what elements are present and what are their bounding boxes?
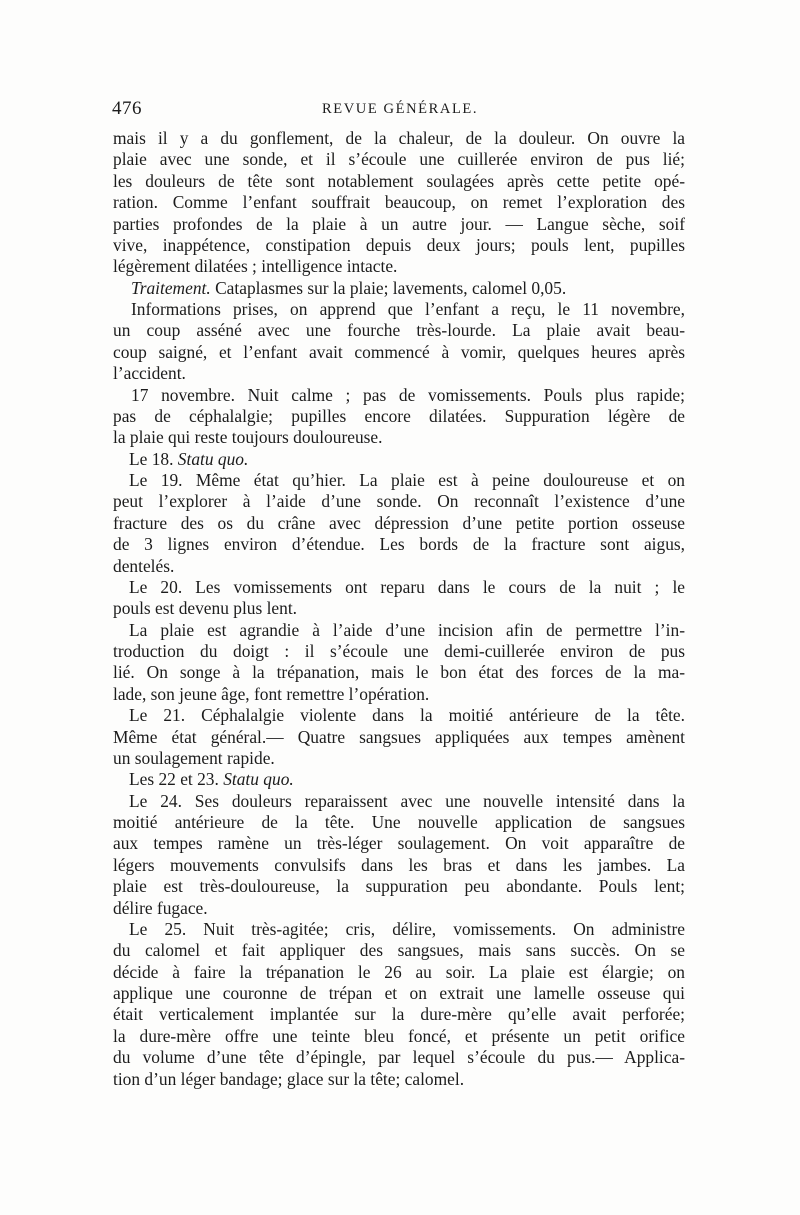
text-line: du volume d’une tête d’épingle, par lequel s’écoule du pus.— Applica- xyxy=(113,1047,685,1068)
text-line: décide à faire la trépanation le 26 au soir. La plaie est élargie; on xyxy=(113,961,685,982)
text-line: de 3 lignes environ d’étendue. Les bords de la fracture sont aigus, xyxy=(113,534,685,555)
text-line-treatment xyxy=(113,278,685,299)
running-head: REVUE GÉNÉRALE. xyxy=(322,101,479,117)
text-line: coup saigné, et l’enfant avait commencé à vomir, quelques heures après xyxy=(113,341,685,362)
text-line: plaie avec une sonde, et il s’écoule une cuillerée environ de pus lié; xyxy=(113,149,685,170)
text-line: Informations prises, on apprend que l’enfant a reçu, le 11 novembre, xyxy=(131,299,685,319)
text-line: pas de céphalalgie; pupilles encore dilatées. Suppuration légère de xyxy=(113,405,685,426)
text-line: plaie est très-douloureuse, la suppuration peu abondante. Pouls lent; xyxy=(113,876,685,897)
text-line: Le 20. Les vomissements ont reparu dans le cours de la nuit ; le xyxy=(129,576,685,597)
text-line: la dure-mère offre une teinte bleu foncé, et présente un petit orifice xyxy=(113,1025,685,1046)
text-line: fracture des os du crâne avec dépression d’une petite portion osseuse xyxy=(113,512,685,533)
text-line: Le 21. Céphalalgie violente dans la moitié antérieure de la tête. xyxy=(129,705,685,726)
text-line: ration. Comme l’enfant souffrait beaucoup, on remet l’exploration des xyxy=(113,192,685,213)
text-line: un coup asséné avec une fourche très-lourde. La plaie avait beau- xyxy=(113,320,685,341)
text-line: légers mouvements convulsifs dans les bras et dans les jambes. La xyxy=(113,854,685,875)
text-line-statu-quo xyxy=(113,769,685,790)
text-line-statu-quo xyxy=(113,449,685,470)
text-line: du calomel et fait appliquer des sangsues, mais sans succès. On se xyxy=(113,940,685,961)
text-line: La plaie est agrandie à l’aide d’une incision afin de permettre l’in- xyxy=(129,619,685,640)
page-number: 476 xyxy=(112,98,142,119)
text-line: peut l’explorer à l’aide d’une sonde. On reconnaît l’existence d’une xyxy=(113,491,685,512)
text-line: la plaie qui reste toujours douloureuse. xyxy=(113,427,383,448)
text-line: un soulagement rapide. xyxy=(113,747,275,768)
text-line: l’accident. xyxy=(113,363,186,384)
page-header xyxy=(112,98,688,124)
text-line: aux tempes ramène un très-léger soulagement. On voit apparaître de xyxy=(113,833,685,854)
text-line: tion d’un léger bandage; glace sur la tête; calomel. xyxy=(113,1068,465,1089)
statu-quo-text: Statu quo. xyxy=(223,769,294,790)
text-line: moitié antérieure de la tête. Une nouvelle application de sangsues xyxy=(113,812,685,832)
date-label: Les 22 et 23. xyxy=(129,769,219,790)
text-line: les douleurs de tête sont notablement soulagées après cette petite opé- xyxy=(113,170,685,191)
treatment-text: Cataplasmes sur la plaie; lavements, calomel 0,05. xyxy=(215,277,567,298)
text-line: lié. On songe à la trépanation, mais le bon état des forces de la ma- xyxy=(113,662,685,683)
text-line: vive, inappétence, constipation depuis deux jours; pouls lent, pupilles xyxy=(113,234,685,255)
text-line: applique une couronne de trépan et on extrait une lamelle osseuse qui xyxy=(113,983,685,1003)
text-line: troduction du doigt : il s’écoule une demi-cuillerée environ de pus xyxy=(113,641,685,661)
text-line: Le 24. Ses douleurs reparaissent avec une nouvelle intensité dans la xyxy=(129,790,685,811)
text-line: pouls est devenu plus lent. xyxy=(113,598,298,619)
text-line: délire fugace. xyxy=(113,897,208,918)
date-label: Le 18. xyxy=(129,448,174,469)
text-line: lade, son jeune âge, font remettre l’opération. xyxy=(113,683,430,704)
text-line: parties profondes de la plaie à un autre jour. — Langue sèche, soif xyxy=(113,213,685,234)
text-line: mais il y a du gonflement, de la chaleur, de la douleur. On ouvre la xyxy=(113,128,685,148)
body-text xyxy=(113,128,685,1090)
statu-quo-text: Statu quo. xyxy=(177,448,249,469)
text-line: Le 25. Nuit très-agitée; cris, délire, vomissements. On administre xyxy=(129,918,685,939)
text-line: Même état général.— Quatre sangsues appliquées aux tempes amènent xyxy=(113,726,685,747)
text-line: 17 novembre. Nuit calme ; pas de vomissements. Pouls plus rapide; xyxy=(131,384,685,405)
text-line: légèrement dilatées ; intelligence intacte. xyxy=(113,256,398,277)
text-line: était verticalement implantée sur la dure-mère qu’elle avait perforée; xyxy=(113,1004,685,1025)
text-line: Le 19. Même état qu’hier. La plaie est à peine douloureuse et on xyxy=(129,470,685,490)
treatment-label: Traitement. xyxy=(131,277,211,298)
text-line: dentelés. xyxy=(113,555,175,576)
